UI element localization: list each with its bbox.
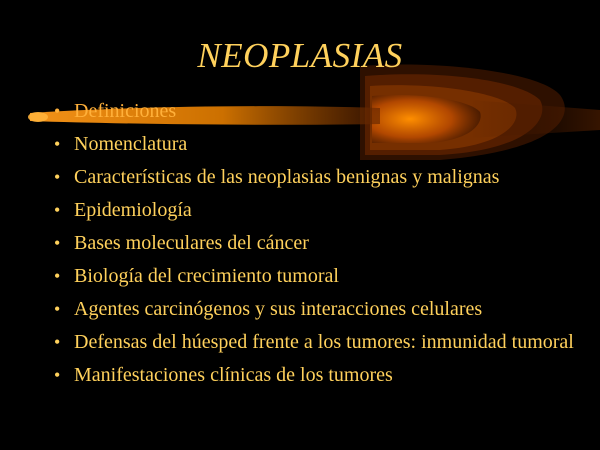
bullet-list	[52, 99, 582, 396]
list-item: • Manifestaciones clínicas de los tumores	[54, 364, 393, 386]
bullet-icon: •	[54, 233, 61, 253]
bullet-icon: •	[54, 134, 61, 154]
bullet-icon: •	[54, 266, 61, 286]
bullet-icon: •	[54, 200, 61, 220]
list-item: • Nomenclatura	[54, 133, 188, 155]
bullet-icon: •	[54, 299, 61, 319]
bullet-icon: •	[54, 332, 61, 352]
list-item: • Defensas del húesped frente a los tumores: inmunidad tumoral	[54, 331, 574, 353]
bullet-icon: •	[54, 167, 61, 187]
slide-title: NEOPLASIAS	[197, 36, 403, 75]
bullet-icon: •	[54, 365, 61, 385]
list-item: • Epidemiología	[54, 199, 192, 221]
list-item: • Características de las neoplasias benignas y malignas	[54, 166, 500, 188]
list-item: • Agentes carcinógenos y sus interacciones celulares	[54, 298, 483, 320]
list-item: • Biología del crecimiento tumoral	[54, 265, 339, 287]
bullet-icon: •	[54, 101, 61, 121]
list-item: • Bases moleculares del cáncer	[54, 232, 309, 254]
list-item: • Definiciones	[54, 100, 177, 122]
